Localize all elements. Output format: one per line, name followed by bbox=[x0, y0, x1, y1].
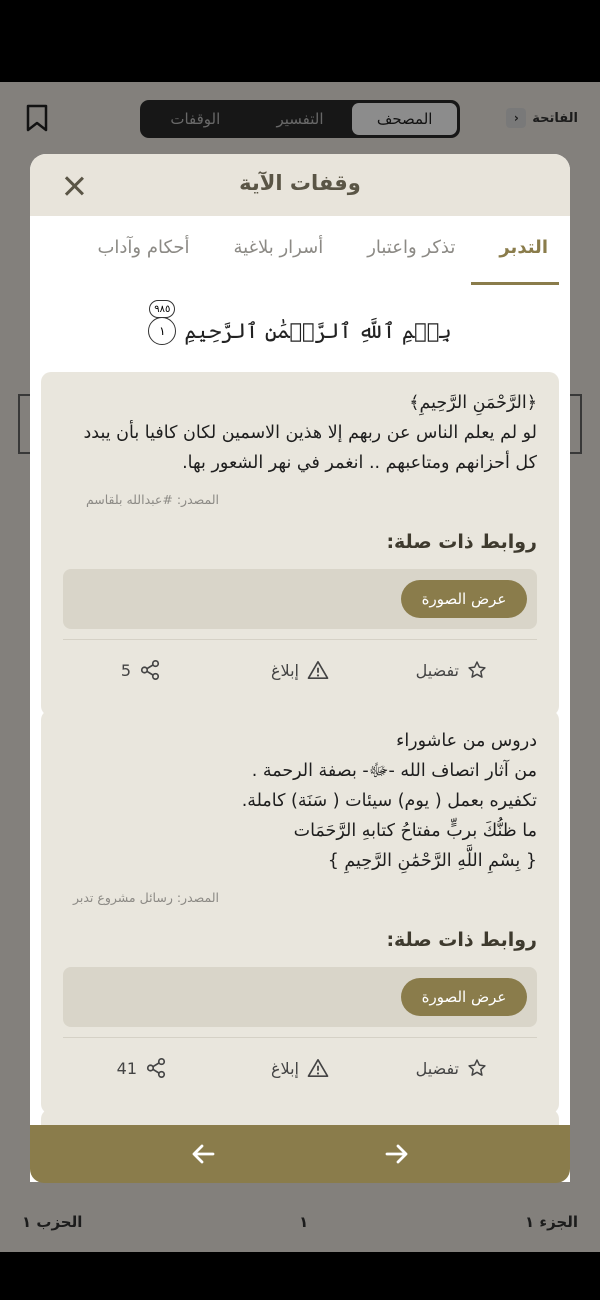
share-count: 41 bbox=[116, 1058, 137, 1078]
waqfa-card bbox=[41, 372, 559, 716]
ayah-header bbox=[30, 286, 570, 376]
show-image-button[interactable]: عرض الصورة bbox=[401, 580, 527, 618]
report-button[interactable] bbox=[271, 660, 329, 680]
report-label: إبلاغ bbox=[271, 660, 299, 680]
card-actions bbox=[63, 1038, 537, 1098]
waqfa-card bbox=[41, 710, 559, 1114]
related-links-title: روابط ذات صلة: bbox=[386, 929, 537, 951]
modal-title: وقفات الآية bbox=[239, 171, 361, 195]
active-tab-indicator bbox=[471, 282, 559, 285]
ayah-text: بِسۡمِ ٱللَّهِ ٱلرَّحۡمَٰنِ ٱلرَّحِيمِ bbox=[184, 319, 452, 343]
arrow-left-icon[interactable] bbox=[188, 1139, 218, 1169]
share-icon bbox=[139, 659, 161, 681]
favorite-label: تفضيل bbox=[415, 1058, 459, 1078]
segment-tafsir[interactable]: التفسير bbox=[276, 110, 324, 128]
share-button[interactable] bbox=[121, 659, 161, 681]
waqfa-text: ﴿الرَّحْمَنِ الرَّحِيمِ﴾ لو لم يعلم الناس عن ربهم إلا هذين الاسمين لكان كافيا بأن يبدد كل أحزانهم ومتاعبهم .. انغمر في نهر الشعور بها. bbox=[83, 393, 537, 473]
arrow-right-icon[interactable] bbox=[382, 1139, 412, 1169]
warning-icon bbox=[307, 660, 329, 680]
share-icon bbox=[145, 1057, 167, 1079]
close-icon[interactable] bbox=[64, 176, 84, 196]
star-icon bbox=[467, 1058, 487, 1078]
card-actions bbox=[63, 640, 537, 700]
favorite-button[interactable] bbox=[416, 660, 487, 680]
segment-waqafat[interactable]: الوقفات bbox=[170, 110, 221, 128]
related-links-box bbox=[63, 967, 537, 1027]
waqfa-text: دروس من عاشوراء من آثار اتصاف الله -ﷻ- بصفة الرحمة . تكفيره بعمل ( يوم) سيئات ( سَنَة) كاملة. ما ظنُّكَ بربٍّ مفتاحُ كتابهِ الرَّحَمَات { بِسْمِ اللَّهِ الرَّحْمَٰنِ الرَّحِيمِ } bbox=[241, 731, 537, 871]
tab-reflection[interactable]: تذكر واعتبار bbox=[367, 237, 456, 258]
category-tabs bbox=[30, 216, 570, 286]
hizb-label: الحزب ١ bbox=[22, 1213, 83, 1231]
surah-name: الفاتحة bbox=[532, 110, 578, 126]
modal-header bbox=[30, 154, 570, 216]
star-icon bbox=[467, 660, 487, 680]
ayah-number-badge bbox=[148, 303, 176, 345]
app-screen bbox=[0, 82, 600, 1252]
system-nav-area bbox=[0, 1252, 600, 1300]
page-number-badge: ٩٨٥ bbox=[149, 300, 175, 318]
page-number-label: ١ bbox=[299, 1213, 309, 1231]
waqfa-source: المصدر: رسائل مشروع تدبر bbox=[73, 890, 219, 905]
ayah-number: ١ bbox=[159, 324, 166, 338]
tab-rhetoric[interactable]: أسرار بلاغية bbox=[233, 237, 324, 258]
show-image-button[interactable]: عرض الصورة bbox=[401, 978, 527, 1016]
related-links-title: روابط ذات صلة: bbox=[386, 531, 537, 553]
juz-label: الجزء ١ bbox=[525, 1213, 578, 1231]
segment-mushaf[interactable]: المصحف bbox=[352, 103, 457, 135]
share-button[interactable] bbox=[117, 1057, 167, 1079]
related-links-box bbox=[63, 569, 537, 629]
share-count: 5 bbox=[120, 660, 131, 680]
tab-tadabbur[interactable]: التدبر bbox=[499, 237, 548, 258]
chevron-left-icon: ‹ bbox=[506, 108, 526, 128]
favorite-button[interactable] bbox=[416, 1058, 487, 1078]
favorite-label: تفضيل bbox=[415, 660, 459, 680]
modal-navigation-bar bbox=[30, 1125, 570, 1183]
report-label: إبلاغ bbox=[271, 1058, 299, 1078]
waqafat-modal bbox=[30, 154, 570, 1182]
report-button[interactable] bbox=[271, 1058, 329, 1078]
waqfa-source: المصدر: #عبدالله بلقاسم bbox=[85, 492, 219, 507]
warning-icon bbox=[307, 1058, 329, 1078]
tab-rulings[interactable]: أحكام وآداب bbox=[97, 237, 190, 258]
